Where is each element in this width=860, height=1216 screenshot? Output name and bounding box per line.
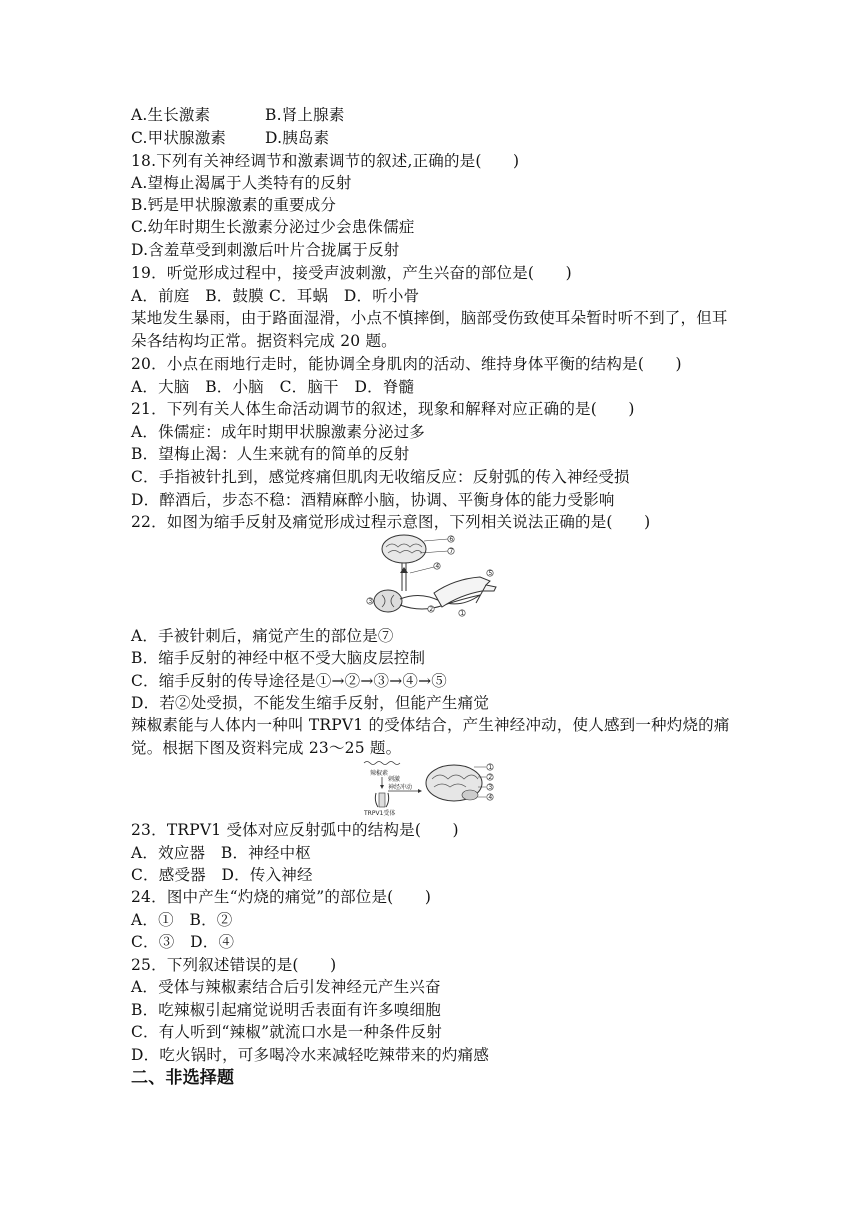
receptor-label: TRPV1受体 <box>364 810 396 817</box>
q18-option-d: D.含羞草受到刺激后叶片合拢属于反射 <box>131 241 400 259</box>
q18-option-c: C.幼年时期生长激素分泌过少会患侏儒症 <box>131 218 415 236</box>
spinal-cord-shape <box>374 590 402 612</box>
q23-stem: 23．TRPV1 受体对应反射弧中的结构是( ) <box>131 821 459 839</box>
q17-options-row1 <box>131 104 345 126</box>
trpv1-figure <box>362 759 502 817</box>
q17-option-b: B.肾上腺素 <box>265 106 345 124</box>
svg-text:1: 1 <box>488 764 493 771</box>
q25-option-d: D．吃火锅时，可多喝冷水来减轻吃辣带来的灼痛感 <box>131 1046 490 1064</box>
q20-stem: 20．小点在雨地行走时，能协调全身肌肉的活动、维持身体平衡的结构是( ) <box>131 355 682 373</box>
q17-options-row2 <box>131 127 329 149</box>
svg-text:4: 4 <box>488 794 493 801</box>
q19-stem: 19．听觉形成过程中，接受声波刺激，产生兴奋的部位是( ) <box>131 264 572 282</box>
q18-option-b: B.钙是甲状腺激素的重要成分 <box>131 196 337 214</box>
q25-option-c: C．有人听到“辣椒”就流口水是一种条件反射 <box>131 1023 442 1041</box>
passage-2: 辣椒素能与人体内一种叫 TRPV1 的受体结合，产生神经冲动，使人感到一种灼烧的痛觉。根据下图及资料完成 23～25 题。 <box>131 716 730 757</box>
svg-text:2: 2 <box>488 774 493 781</box>
q21-option-a: A．侏儒症：成年时期甲状腺激素分泌过多 <box>131 423 425 441</box>
q23-options-ab: A．效应器 B．神经中枢 <box>131 844 311 862</box>
svg-text:5: 5 <box>488 570 493 577</box>
q22-option-c: C．缩手反射的传导途径是①→②→③→④→⑤ <box>131 672 448 690</box>
q25-option-b: B．吃辣椒引起痛觉说明舌表面有许多嗅细胞 <box>131 1001 441 1019</box>
q23-options-cd: C．感受器 D．传入神经 <box>131 866 313 884</box>
svg-text:1: 1 <box>460 610 465 617</box>
q22-option-a: A．手被针刺后，痛觉产生的部位是⑦ <box>131 627 394 645</box>
q22-stem: 22．如图为缩手反射及痛觉形成过程示意图，下列相关说法正确的是( ) <box>131 513 651 531</box>
q17-option-a: A.生长激素 <box>131 106 211 124</box>
q22-option-d: D．若②处受损，不能发生缩手反射，但能产生痛觉 <box>131 694 490 712</box>
svg-text:2: 2 <box>429 606 434 613</box>
svg-text:4: 4 <box>435 563 440 570</box>
q25-option-a: A．受体与辣椒素结合后引发神经元产生兴奋 <box>131 978 441 996</box>
q17-option-c: C.甲状腺激素 <box>131 129 227 147</box>
q21-option-c: C．手指被针扎到，感觉疼痛但肌肉无收缩反应：反射弧的传入神经受损 <box>131 468 630 486</box>
impulse-label: 神经冲动 <box>388 784 413 791</box>
svg-text:7: 7 <box>449 548 454 555</box>
svg-text:6: 6 <box>449 536 454 543</box>
q25-stem: 25．下列叙述错误的是( ) <box>131 956 337 974</box>
q24-options-ab: A．① B．② <box>131 911 233 929</box>
reflex-arc-figure <box>354 533 510 621</box>
brain-shape <box>382 535 426 563</box>
q24-options-cd: C．③ D．④ <box>131 933 235 951</box>
capsaicin-label: 辣椒素 <box>370 770 389 777</box>
passage-1: 某地发生暴雨，由于路面湿滑，小点不慎摔倒，脑部受伤致使耳朵暂时听不到了，但耳朵各结构均正常。据资料完成 20 题。 <box>131 309 728 350</box>
svg-text:3: 3 <box>368 598 373 605</box>
svg-text:3: 3 <box>488 784 493 791</box>
q19-options: A．前庭 B．鼓膜 C．耳蜗 D．听小骨 <box>131 287 420 305</box>
q21-stem: 21．下列有关人体生命活动调节的叙述，现象和解释对应正确的是( ) <box>131 400 635 418</box>
q24-stem: 24．图中产生“灼烧的痛觉”的部位是( ) <box>131 888 432 906</box>
q20-options: A．大脑 B．小脑 C．脑干 D．脊髓 <box>131 378 415 396</box>
section-heading: 二、非选择题 <box>131 1068 235 1088</box>
q17-option-d: D.胰岛素 <box>265 129 330 147</box>
q21-option-d: D．醉酒后，步态不稳：酒精麻醉小脑，协调、平衡身体的能力受影响 <box>131 491 615 509</box>
q22-option-b: B．缩手反射的神经中枢不受大脑皮层控制 <box>131 649 426 667</box>
q18-option-a: A.望梅止渴属于人类特有的反射 <box>131 174 352 192</box>
q18-stem: 18.下列有关神经调节和激素调节的叙述,正确的是( ) <box>131 152 520 170</box>
stimulus-label: 刺激 <box>388 776 401 783</box>
q21-option-b: B．望梅止渴：人生来就有的简单的反射 <box>131 445 410 463</box>
